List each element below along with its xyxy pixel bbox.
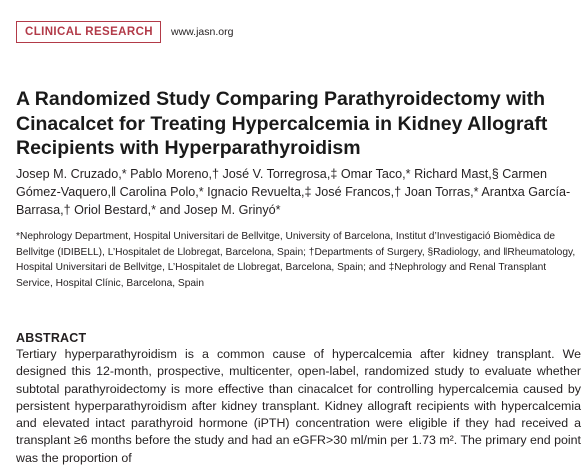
affiliations: *Nephrology Department, Hospital Universitari de Bellvitge, University of Barcelona, Institut d’Investigació Biomèdica de Bellvitge (IDIBELL), L’Hospitalet de Llobregat, Barcelona, Spain; †Departments of Surgery, §Radiology, and ‖Rheumatology, Hospital Universitari de Bellvitge, L’Hospitalet de Llobregat, Barcelona, Spain; and ‡Nephrology and Renal Transplant Service, Hospital Clínic, Barcelona, Spain bbox=[16, 231, 576, 289]
abstract-heading: ABSTRACT bbox=[16, 331, 87, 345]
article-title: A Randomized Study Comparing Parathyroidectomy with Cinacalcet for Treating Hypercalcemia in Kidney Allograft Recipients with Hyperparathyroidism bbox=[16, 88, 548, 159]
journal-header bbox=[16, 21, 233, 43]
section-badge: CLINICAL RESEARCH bbox=[16, 21, 161, 43]
author-list: Josep M. Cruzado,* Pablo Moreno,† José V. Torregrosa,‡ Omar Taco,* Richard Mast,§ Carmen Gómez-Vaquero,‖ Carolina Polo,* Ignacio Revuelta,‡ José Francos,† Joan Torras,* Arantxa García-Barrasa,† Oriol Bestard,* and Josep M. Grinyó* bbox=[16, 167, 571, 217]
journal-url[interactable]: www.jasn.org bbox=[170, 26, 234, 38]
abstract-text: Tertiary hyperparathyroidism is a common cause of hypercalcemia after kidney transplant. We designed this 12-month, prospective, multicenter, open-label, randomized study to evaluate whether subtotal parathyroidectomy is more effective than cinacalcet for controlling hypercalcemia caused by persistent hyperparathyroidism after kidney transplant. Kidney allograft recipients with hypercalcemia and elevated intact parathyroid hormone (iPTH) concentration were eligible if they had received a transplant ≥6 months before the study and had an eGFR>30 ml/min per 1.73 m². The primary end point was the proportion of bbox=[16, 347, 581, 465]
